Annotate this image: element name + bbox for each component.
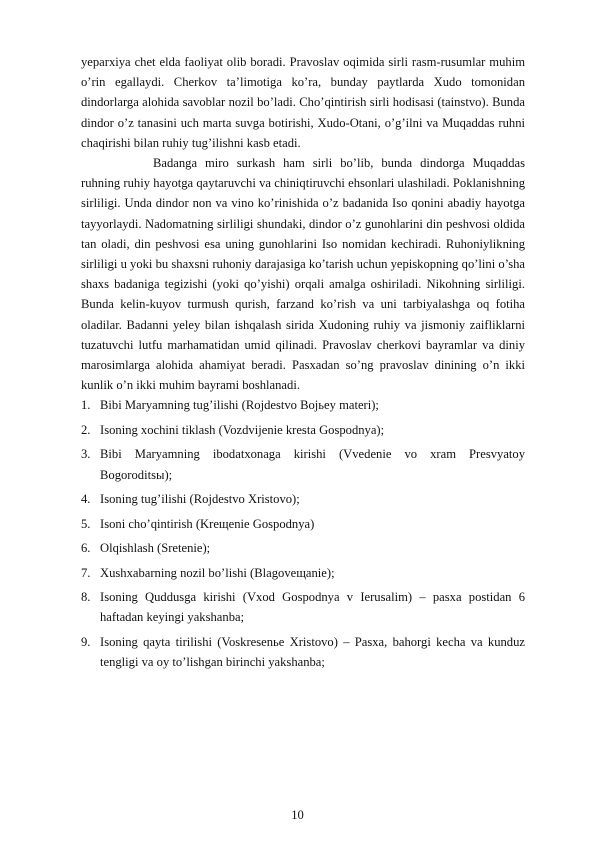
page-content	[81, 52, 525, 677]
list-item-text: Bibi Maryamning ibodatxonaga kirishi (Vvedenie vo xram Presvyatoy Bogoroditsы);	[100, 447, 525, 482]
paragraph-sacraments: yeparxiya chet elda faoliyat olib boradi. Pravoslav oqimida sirli rasm-rusumlar muhim o’rin egallaydi. Cherkov ta’limotiga ko’ra, bunday paytlarda Xudo tomonidan dindorlarga alohida savoblar nozil bo’ladi. Cho’qintirish sirli hodisasi (tainstvo). Bunda dindor o’z tanasini uch marta suvga botirishi, Xudo-Otani, o’g’ilni va Muqaddas ruhni chaqirishi bilan ruhiy tug’ilishni kasb etadi.	[81, 55, 525, 150]
list-item	[81, 563, 525, 583]
list-item	[81, 420, 525, 440]
list-item-number: 2.	[81, 422, 91, 437]
list-item-number: 7.	[81, 565, 91, 580]
list-item-text: Isoning xochini tiklash (Vozdvijenie kresta Gospodnya);	[100, 422, 385, 437]
list-item-number: 1.	[81, 398, 91, 413]
list-item-text: Isoning Quddusga kirishi (Vxod Gospodnya v Ierusalim) – pasxa postidan 6 haftadan keyingi yakshanba;	[100, 590, 525, 625]
list-item-number: 5.	[81, 516, 91, 531]
list-item-number: 6.	[81, 541, 91, 556]
list-item-text: Isoning tug’ilishi (Rojdestvo Xristovo);	[100, 492, 300, 507]
list-item-number: 8.	[81, 590, 91, 605]
list-item-text: Bibi Maryamning tug’ilishi (Rojdestvo Bojьey materi);	[100, 398, 379, 413]
list-item-text: Isoning qayta tirilishi (Voskresenьe Xristovo) – Pasxa, bahorgi kecha va kunduz tengligi va oy to’lishgan birinchi yakshanba;	[100, 634, 525, 670]
list-item-number: 3.	[81, 447, 91, 462]
list-item	[81, 514, 525, 534]
list-item-number: 4.	[81, 492, 91, 507]
list-item-text: Xushxabarning nozil bo’lishi (Blagoveщanie);	[100, 565, 335, 580]
page-number: 10	[291, 808, 304, 822]
paragraph-chrismation: Badanga miro surkash ham sirli bo’lib, bunda dindorga Muqaddas ruhning ruhiy hayotga qaytaruvchi va chiniqtiruvchi ehsonlari ulashiladi. Poklanishning sirliligi. Unda dindor non va vino ko’rinishida o’z badanida Iso qonini abadiy hayotga tayyorlaydi. Nadomatning sirliligi shundaki, dindor o’z gunohlarini din peshvosi oldida tan oladi, din peshvosi esa uning gunohlarini Iso nomidan kechiradi. Ruhoniylikning sirliligi u yoki bu shaxsni ruhoniy darajasiga ko’tarish uchun yepiskopning qo’lini o’sha shaxs badaniga tegizishi (yoki qo’yishi) orqali amalga oshiriladi. Nikohning sirliligi. Bunda kelin-kuyov turmush qurish, farzand ko’rish va uni tarbiyalashga oq fotiha oladilar. Badanni yeley bilan ishqalash sirida Xudoning ruhiy va jismoniy zaifliklarni tuzatuvchi lutfu marhamatidan umid qilinadi. Pravoslav cherkovi bayramlar va diniy marosimlarga alohida ahamiyat beradi. Pasxadan so’ng pravoslav dinining o’n ikki kunlik o’n ikki muhim bayrami boshlanadi.	[81, 156, 525, 393]
list-item	[81, 395, 525, 415]
list-item	[81, 538, 525, 558]
list-item-number: 9.	[81, 634, 91, 649]
list-item	[81, 444, 525, 484]
list-item-text: Isoni cho’qintirish (Krещenie Gospodnya)	[100, 516, 315, 531]
list-item	[81, 587, 525, 627]
feasts-list	[81, 395, 525, 672]
list-item	[81, 489, 525, 509]
list-item-text: Olqishlash (Sretenie);	[100, 541, 211, 556]
list-item	[81, 632, 525, 672]
